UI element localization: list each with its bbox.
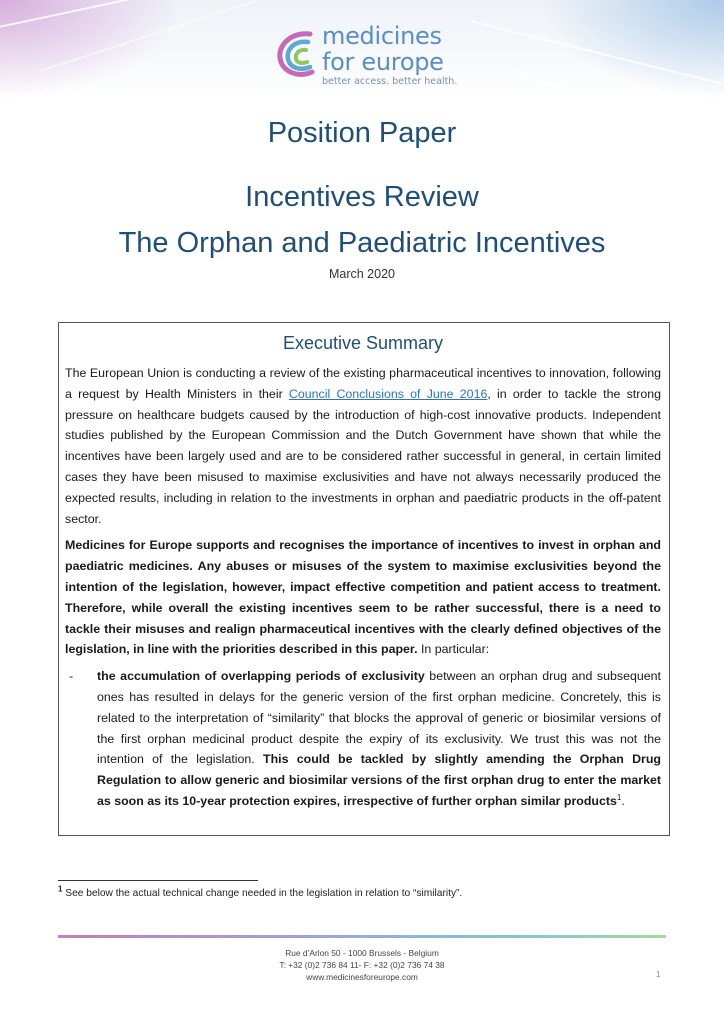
summary-paragraph-1 — [65, 363, 661, 529]
header-banner — [0, 0, 724, 98]
bullet-bold-lead: the accumulation of overlapping periods of exclusivity — [97, 669, 425, 684]
page-number: 1 — [656, 970, 661, 979]
footnote-separator — [58, 880, 258, 881]
summary-paragraph-2 — [65, 535, 661, 660]
council-conclusions-link[interactable]: Council Conclusions of June 2016 — [288, 386, 488, 401]
document-title-line2: The Orphan and Paediatric Incentives — [118, 227, 606, 259]
paragraph-text: The European Union is conducting a review of the existing pharmaceutical incentives to innovation, following a request by Health Ministers in their — [65, 366, 661, 401]
document-type: Position Paper — [267, 117, 457, 149]
logo-text-for-europe: for europe — [322, 48, 444, 76]
banner-streak — [500, 64, 724, 98]
footer-gradient-rule — [58, 935, 666, 938]
footnote-number: 1 — [58, 884, 63, 894]
footnote-reference[interactable]: 1 — [616, 792, 622, 802]
bullet-text: between an orphan drug and subsequent ones has resulted in delays for the generic version of the first orphan medicine. Concretely, this is related to the interpretation of “similarity” that blocks the approval of generic or biosimilar versions of the first orphan medicinal product despite the expiry of its exclusivity. We trust this was not the intention of the legislation. — [97, 669, 661, 767]
document-title-line1: Incentives Review — [245, 181, 479, 213]
paragraph-text: In particular: — [417, 642, 490, 657]
bullet-bold-conclusion: This could be tackled by slightly amending the Orphan Drug Regulation to allow generic and biosimilar versions of the first orphan drug to enter the market as soon as its 10-year protection expires, irrespective of further orphan similar products — [97, 752, 661, 808]
document-date: March 2020 — [328, 267, 395, 281]
banner-streak — [0, 0, 235, 32]
logo-text-medicines: medicines — [322, 22, 442, 50]
banner-streak — [470, 20, 723, 85]
footer-website[interactable]: www.medicinesforeurope.com — [306, 972, 418, 982]
footer-address: Rue d’Arlon 50 - 1000 Brussels - Belgium — [285, 948, 439, 958]
bullet-end-period: . — [621, 793, 625, 808]
executive-summary-heading: Executive Summary — [282, 333, 444, 353]
summary-bullet-item — [65, 666, 661, 812]
footnote — [58, 884, 463, 899]
medicines-for-europe-logo — [276, 22, 476, 88]
logo-swirl-icon — [276, 28, 318, 80]
paragraph-bold-text: Medicines for Europe supports and recognises the importance of incentives to invest in orphan and paediatric medicines. Any abuses or misuses of the system to maximise exclusivities beyond the intention of the legislation, however, impact effective competition and patient access to treatment. Therefore, while overall the existing incentives seem to be rather successful, there is a need to tackle their misuses and realign pharmaceutical incentives with the clearly defined objectives of the legislation, in line with the priorities described in this paper. — [65, 538, 661, 657]
footer-phone: T: +32 (0)2 736 84 11- F: +32 (0)2 736 74 38 — [279, 960, 445, 970]
paragraph-text: , in order to tackle the strong pressure on healthcare budgets caused by the introduction of high-cost innovative products. Independent studies published by the European Commission and the Dutch Government have shown that while the incentives have been largely used and are to be considered rather successful in general, in certain limited cases they have been misused to maximise exclusivities and have not always necessarily produced the expected results, including in relation to the investments in orphan and paediatric products in the off-patent sector. — [65, 386, 662, 526]
bullet-dash: - — [69, 669, 74, 684]
logo-tagline: better access. better health. — [322, 76, 458, 87]
footnote-text: See below the actual technical change needed in the legislation in relation to “similarity”. — [62, 888, 463, 899]
executive-summary-box — [58, 322, 670, 836]
